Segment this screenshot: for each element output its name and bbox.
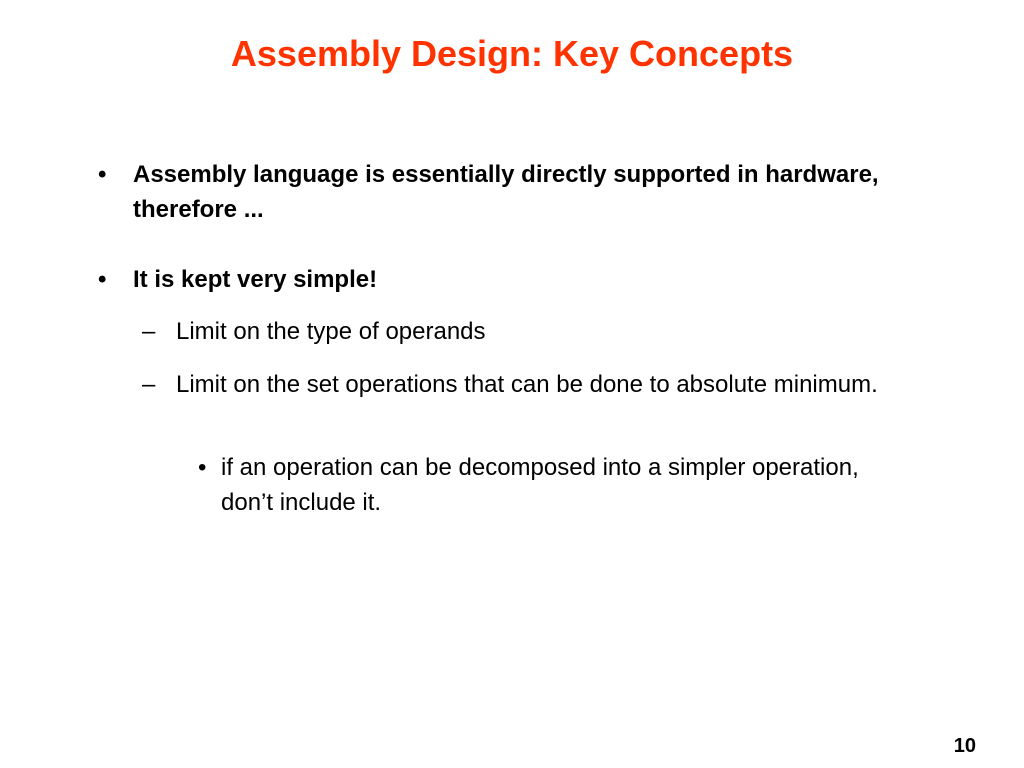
- sub-bullet-text: Limit on the type of operands: [176, 318, 486, 345]
- bullet-item: [98, 157, 893, 227]
- dash-marker: –: [142, 318, 156, 345]
- dash-marker: –: [142, 371, 156, 398]
- bullet-marker: •: [98, 161, 107, 188]
- sub-bullet-item: [142, 367, 896, 402]
- bullet-marker: •: [98, 266, 107, 293]
- bullet-marker: •: [198, 454, 207, 481]
- sub-sub-bullet-item: [198, 450, 881, 520]
- bullet-text: It is kept very simple!: [133, 266, 378, 293]
- slide-title: Assembly Design: Key Concepts: [230, 33, 794, 74]
- sub-bullet-text: Limit on the set operations that can be done to absolute minimum.: [176, 371, 878, 398]
- bullet-item: [98, 262, 893, 297]
- sub-sub-bullet-text: if an operation can be decomposed into a simpler operation, don’t include it.: [221, 454, 859, 516]
- bullet-text: Assembly language is essentially directly supported in hardware, therefore ...: [133, 161, 879, 223]
- page-number: 10: [953, 735, 976, 757]
- sub-bullet-item: [142, 314, 896, 349]
